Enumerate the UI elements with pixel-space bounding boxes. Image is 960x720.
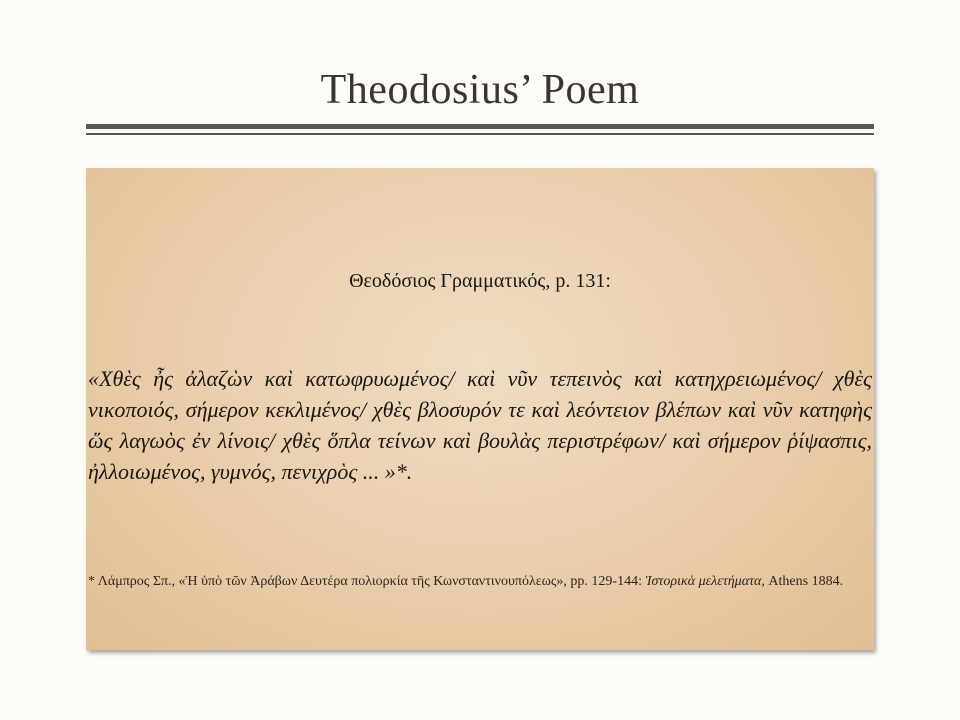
title-rule-thick <box>86 124 874 129</box>
source-heading: Θεοδόσιος Γραμματικός, p. 131: <box>349 270 611 292</box>
footnote-tail: , Athens 1884. <box>761 574 844 589</box>
slide-title: Theodosius’ Poem <box>320 67 640 113</box>
footnote-text: * Λάμπρος Σπ., «Ἡ ὑπὸ τῶν Ἀράβων Δευτέρα πολιορκία τῆς Κωνσταντινουπόλεως», pp. 129-144: <box>88 574 646 589</box>
footnote <box>88 573 872 591</box>
content-panel <box>86 168 874 650</box>
footnote-italic-title: Ἱστορικὰ μελετήματα <box>645 574 762 589</box>
title-rule-thin <box>86 133 874 135</box>
poem-quote: «Χθὲς ἦς ἀλαζὼν καὶ κατωφρυωμένος/ καὶ νῦν τεπεινὸς καὶ κατηχρειωμένος/ χθὲς νικοποιός, σήμερον κεκλιμένος/ χθὲς βλοσυρόν τε καὶ λεόντειον βλέπων καὶ νῦν κατηφὴς ὥς λαγωὸς ἐν λίνοις/ χθὲς ὅπλα τείνων καὶ βουλὰς περιστρέφων/ καὶ σήμερον ῥίψασπις, ἠλλοιωμένος, γυμνός, πενιχρὸς ... »*. <box>88 366 872 484</box>
